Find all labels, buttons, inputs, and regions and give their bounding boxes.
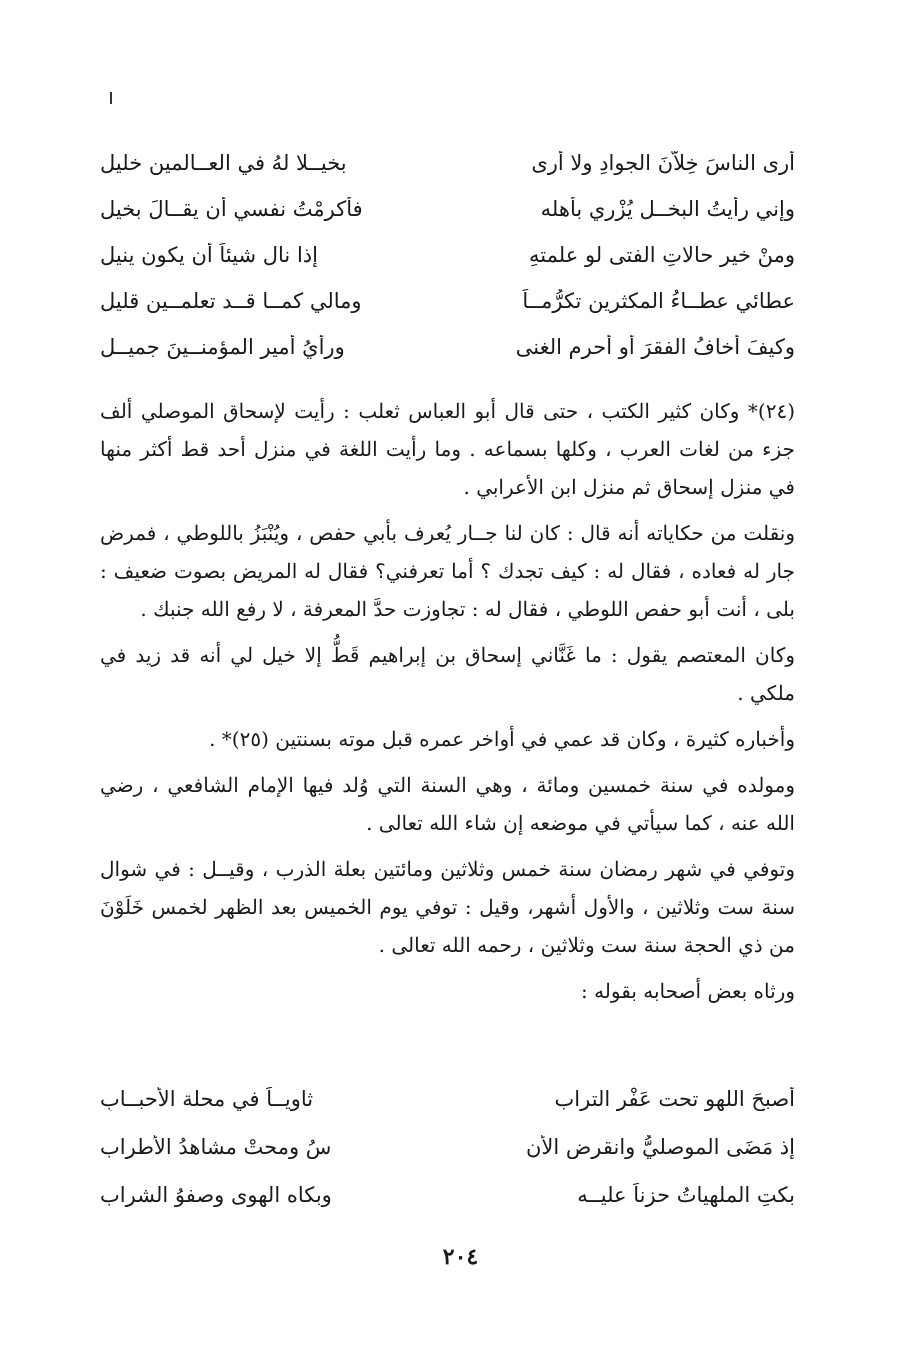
verse-first-hemistich: وإني رأيتُ البخــل يُزْري بأهله <box>540 197 795 221</box>
verse-line <box>100 1171 795 1219</box>
paragraph: وكان المعتصم يقول : ما غَنَّاني إسحاق بن إبراهيم قَطُّ إلا خيل لي أنه قد زيد في ملكي . <box>100 643 795 705</box>
verse-second-hemistich: ثاويــاً في محلة الأحبــابِ <box>100 1087 314 1111</box>
verse-second-hemistich: ورأيُ أمير المؤمنــينَ جميــل <box>100 335 345 359</box>
verse-first-hemistich: إذ مَضَى الموصليُّ وانقرض الأن <box>525 1135 795 1159</box>
paragraph: ومولده في سنة خمسين ومائة ، وهي السنة التي وُلد فيها الإمام الشافعي ، رضي الله عنه ، كما سيأتي في موضعه إن شاء الله تعالى . <box>100 773 795 835</box>
poem-top <box>100 140 795 370</box>
margin-mark <box>110 92 112 104</box>
paragraph: ورثاه بعض أصحابه بقوله : <box>580 979 795 1003</box>
verse-line <box>100 1075 795 1123</box>
verse-second-hemistich: وبكاه الهوى وصفوُ الشراب <box>100 1183 332 1207</box>
verse-line <box>100 1123 795 1171</box>
paragraph: وتوفي في شهر رمضان سنة خمس وثلاثين ومائتين بعلة الذرب ، وقيــل : في شوال سنة ست وثلاثين ، والأول أشهر، وقيل : توفي يوم الخميس بعد الظهر لخمس خَلَوْنَ من ذي الحجة سنة ست وثلاثين ، رحمه الله تعالى . <box>100 857 795 957</box>
prose-body <box>100 392 795 1018</box>
verse-line <box>100 140 795 186</box>
verse-first-hemistich: أرى الناسَ خِلاّنَ الجوادِ ولا أرى <box>531 151 795 175</box>
verse-first-hemistich: ومنْ خير حالاتِ الفتى لو علمتهِ <box>529 243 795 267</box>
verse-second-hemistich: فأكرمْتُ نفسي أن يقــالَ بخيل <box>100 197 363 221</box>
verse-first-hemistich: أصبحَ اللهو تحت عَفْرِ التراب <box>554 1087 795 1111</box>
page-number: ٢٠٤ <box>442 1244 479 1270</box>
verse-first-hemistich: بكتِ الملهياتُ حزناً عليــه <box>577 1183 795 1207</box>
verse-line <box>100 278 795 324</box>
poem-bottom <box>100 1075 795 1219</box>
verse-line <box>100 186 795 232</box>
paragraph: (٢٤)* وكان كثير الكتب ، حتى قال أبو العباس ثعلب : رأيت لإسحاق الموصلي ألف جزء من لغات العرب ، وكلها بسماعه . وما رأيت اللغة في منزل أحد قط أكثر منها في منزل إسحاق ثم منزل ابن الأعرابي . <box>100 399 795 499</box>
paragraph: ونقلت من حكاياته أنه قال : كان لنا جــار يُعرف بأبي حفص ، ويُنْبَزُ باللوطي ، فمرض جار له فعاده ، فقال له : كيف تجدك ؟ أما تعرفني؟ فقال له المريض بصوت ضعيف : بلى ، أنت أبو حفص اللوطي ، فقال له : تجاوزت حدَّ المعرفة ، لا رفع الله جنبك . <box>100 521 795 621</box>
verse-first-hemistich: عطائي عطــاءُ المكثرين تكرُّمــاً <box>522 289 795 313</box>
verse-line <box>100 324 795 370</box>
verse-first-hemistich: وكيفَ أخافُ الفقرَ أو أُحرم الغنى <box>515 335 795 359</box>
paragraph: وأخباره كثيرة ، وكان قد عمي في أواخر عمره قبل موته بسنتين (٢٥)* . <box>209 727 795 751</box>
verse-second-hemistich: سُ ومحتْ مشاهدُ الأطراب <box>100 1135 332 1159</box>
verse-second-hemistich: إذا نال شيئاً أن يكون ينيل <box>100 243 318 267</box>
verse-second-hemistich: ومالي كمــا قــد تعلمــين قليل <box>100 289 362 313</box>
verse-second-hemistich: بخيــلا لهُ في العــالمين خليل <box>100 151 347 175</box>
verse-line <box>100 232 795 278</box>
